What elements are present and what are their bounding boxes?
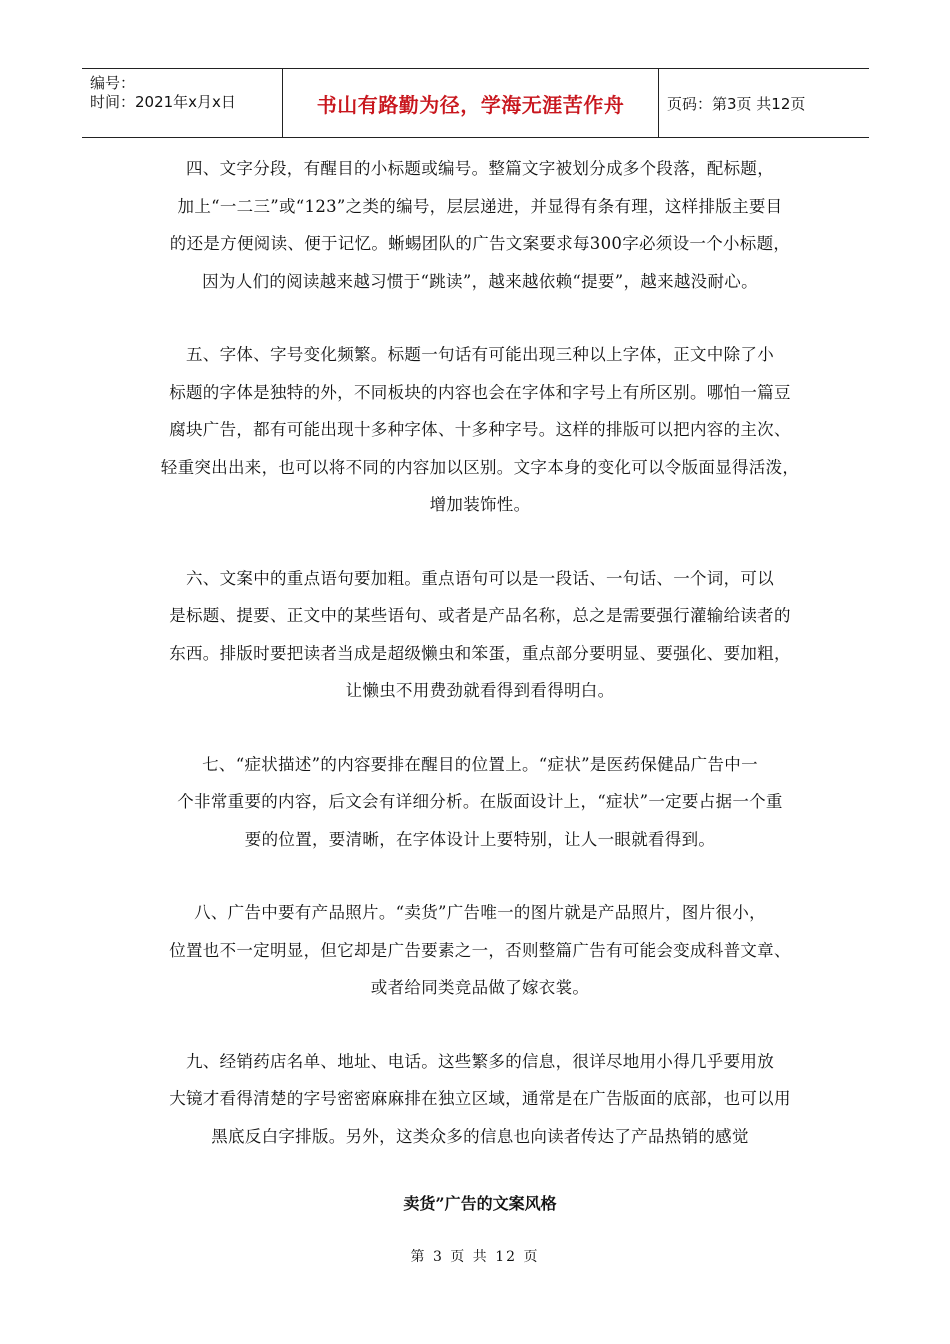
text-line: 标题的字体是独特的外，不同板块的内容也会在字体和字号上有所区别。哪怕一篇豆 — [169, 382, 791, 402]
header-meta-cell — [82, 69, 283, 137]
text-line: 九、经销药店名单、地址、电话。这些繁多的信息，很详尽地用小得几乎要用放 — [186, 1051, 774, 1071]
header-slogan-cell — [283, 69, 659, 137]
text-line: 或者给同类竞品做了嫁衣裳。 — [370, 978, 590, 997]
text-line: 个非常重要的内容，后文会有详细分析。在版面设计上，“症状”一定要占据一个重 — [177, 792, 783, 811]
text-line: 四、文字分段，有醒目的小标题或编号。整篇文字被划分成多个段落，配标题， — [186, 159, 774, 178]
document-body — [140, 150, 820, 1214]
paragraph-5 — [140, 336, 820, 524]
paragraph-6 — [140, 560, 820, 710]
text-line: 位置也不一定明显，但它却是广告要素之一，否则整篇广告有可能会变成科普文章、 — [169, 940, 791, 960]
text-line: 七、“症状描述”的内容要排在醒目的位置上。“症状”是医药保健品广告中一 — [202, 754, 758, 774]
text-line: 东西。排版时要把读者当成是超级懒虫和笨蛋，重点部分要明显、要强化、要加粗， — [169, 643, 791, 663]
paragraph-9 — [140, 1043, 820, 1156]
text-line: 腐块广告，都有可能出现十多种字体、十多种字号。这样的排版可以把内容的主次、 — [169, 420, 791, 439]
document-date: 时间：2021年x月x日 — [90, 93, 236, 111]
header-table — [82, 68, 869, 138]
text-line: 让懒虫不用费劲就看得到看得明白。 — [345, 681, 615, 700]
text-line: 是标题、提要、正文中的某些语句、或者是产品名称，总之是需要强行灌输给读者的 — [169, 606, 791, 625]
header-slogan: 书山有路勤为径，学海无涯苦作舟 — [316, 92, 625, 117]
section-subtitle: 卖货”广告的文案风格 — [403, 1194, 557, 1213]
text-line: 因为人们的阅读越来越习惯于“跳读”，越来越依赖“提要”，越来越没耐心。 — [202, 271, 758, 291]
header-page-info: 页码：第3页 共12页 — [667, 94, 806, 113]
text-line: 增加装饰性。 — [429, 495, 531, 514]
text-line: 五、字体、字号变化频繁。标题一句话有可能出现三种以上字体，正文中除了小 — [186, 345, 774, 364]
paragraph-8 — [140, 894, 820, 1007]
text-line: 轻重突出出来，也可以将不同的内容加以区别。文字本身的变化可以令版面显得活泼， — [160, 457, 800, 477]
text-line: 黑底反白字排版。另外，这类众多的信息也向读者传达了产品热销的感觉 — [211, 1126, 749, 1146]
text-line: 六、文案中的重点语句要加粗。重点语句可以是一段话、一句话、一个词，可以 — [186, 568, 774, 588]
text-line: 要的位置，要清晰，在字体设计上要特别，让人一眼就看得到。 — [244, 829, 716, 849]
paragraph-7 — [140, 746, 820, 859]
page-footer: 第 3 页 共 12 页 — [410, 1249, 540, 1265]
paragraph-4 — [140, 150, 820, 300]
header-page-cell — [659, 69, 869, 137]
document-code-label: 编号： — [90, 74, 136, 92]
text-line: 八、广告中要有产品照片。“卖货”广告唯一的图片就是产品照片，图片很小， — [194, 903, 766, 922]
text-line: 加上“一二三”或“123”之类的编号，层层递进，并显得有条有理，这样排版主要目 — [177, 196, 783, 216]
text-line: 大镜才看得清楚的字号密密麻麻排在独立区域，通常是在广告版面的底部，也可以用 — [169, 1089, 791, 1108]
text-line: 的还是方便阅读、便于记忆。蜥蜴团队的广告文案要求每300字必须设一个小标题， — [169, 234, 791, 253]
